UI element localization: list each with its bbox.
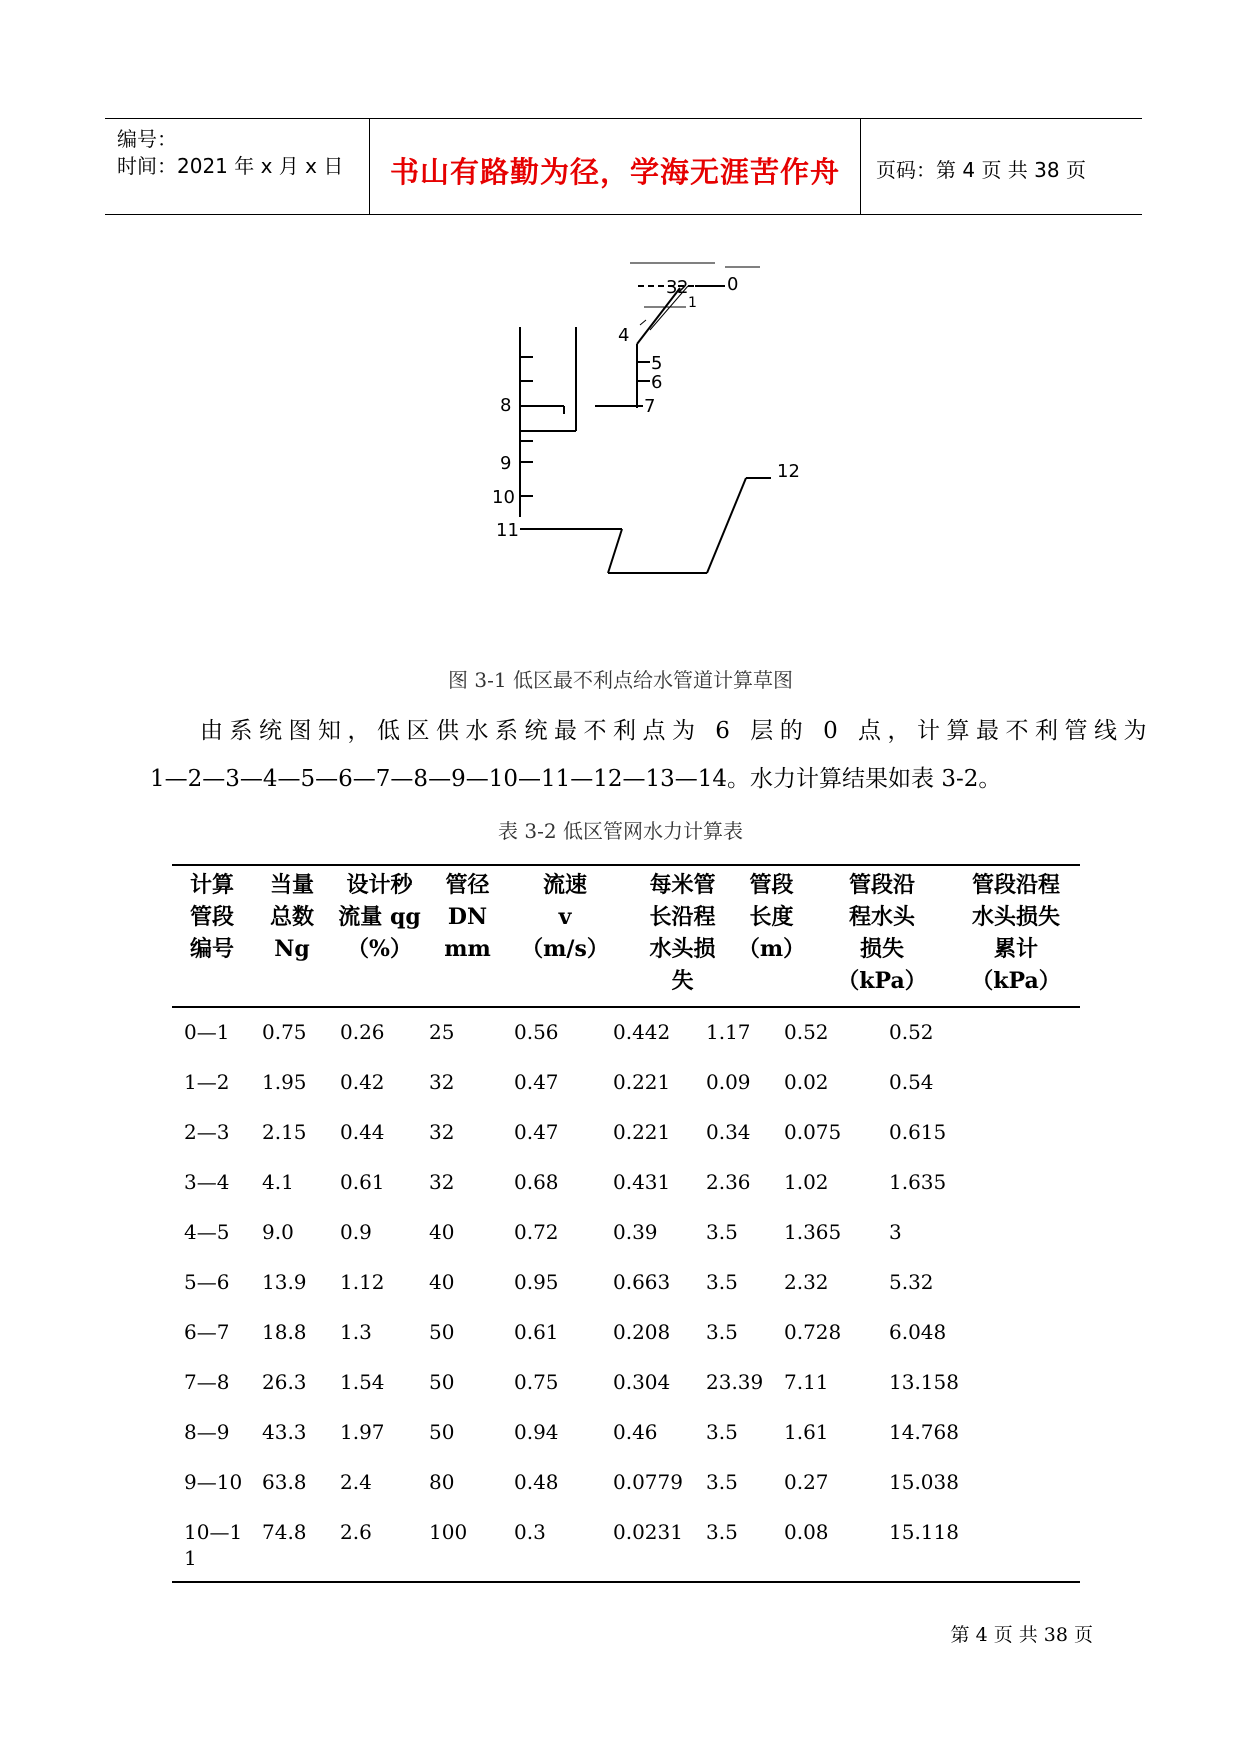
table-cell: 3 (889, 1220, 902, 1244)
table-cell: 1.02 (784, 1170, 829, 1194)
table-cell: 80 (429, 1470, 455, 1494)
annotation-line (640, 320, 646, 325)
table-cell: 0.26 (340, 1020, 385, 1044)
table-header-cell: 管段沿 程水头 损失 （kPa） (837, 872, 927, 994)
page-header (105, 118, 1142, 215)
table-cell: 63.8 (262, 1470, 307, 1494)
table-header-cell: 当量 总数 Ng (269, 872, 314, 962)
node-label-2: 2 (677, 277, 689, 298)
table-cell: 0.34 (706, 1120, 751, 1144)
table-cell: 2.6 (340, 1520, 372, 1544)
table-cell: 32 (429, 1170, 455, 1194)
table-row (172, 1419, 1080, 1469)
node-label-3: 3 (666, 277, 678, 298)
table-cell: 3.5 (706, 1220, 738, 1244)
page-footer (0, 1620, 1241, 1647)
table-cell: 50 (429, 1320, 455, 1344)
table-cell: 2—3 (184, 1120, 230, 1144)
table-cell: 0.95 (514, 1270, 559, 1294)
table-header-cell: 管段 长度 （m） (737, 872, 806, 962)
body-paragraph-line1: 由系统图知，低区供水系统最不利点为 6 层的 0 点，计算最不利管线为 (200, 718, 1154, 744)
footer-page-number: 第 4 页 共 38 页 (950, 1624, 1093, 1646)
table-cell: 2.36 (706, 1170, 751, 1194)
node-label-11: 11 (496, 520, 519, 541)
header-page-cell (861, 119, 1141, 214)
table-cell: 1.3 (340, 1320, 372, 1344)
table-cell: 0.44 (340, 1120, 385, 1144)
table-cell: 4.1 (262, 1170, 294, 1194)
table-cell: 0.304 (613, 1370, 671, 1394)
table-cell: 1.97 (340, 1420, 385, 1444)
table-cell: 7—8 (184, 1370, 230, 1394)
header-meta (105, 119, 368, 214)
table-cell: 15.118 (889, 1520, 959, 1544)
table-cell: 50 (429, 1420, 455, 1444)
table-cell: 0.728 (784, 1320, 842, 1344)
table-cell: 40 (429, 1270, 455, 1294)
table-cell: 0.08 (784, 1520, 829, 1544)
table-cell: 32 (429, 1070, 455, 1094)
table-cell: 74.8 (262, 1520, 307, 1544)
table-cell: 0.75 (262, 1020, 307, 1044)
table-cell: 0.52 (784, 1020, 829, 1044)
table-header-cell: 设计秒 流量 qg （%） (338, 872, 421, 962)
table-cell: 23.39 (706, 1370, 764, 1394)
node-label-7: 7 (644, 396, 656, 417)
table-cell: 0.47 (514, 1070, 559, 1094)
table-cell: 0.47 (514, 1120, 559, 1144)
table-cell: 0.54 (889, 1070, 934, 1094)
table-cell: 8—9 (184, 1420, 230, 1444)
node-label-6: 6 (651, 372, 663, 393)
table-row (172, 1069, 1080, 1119)
table-cell: 5—6 (184, 1270, 230, 1294)
table-row (172, 1019, 1080, 1069)
table-cell: 0.431 (613, 1170, 671, 1194)
table-header-cell: 流速 v （m/s） (521, 872, 609, 962)
node-label-1: 1 (688, 295, 697, 311)
table-cell: 1.12 (340, 1270, 385, 1294)
table-cell: 13.158 (889, 1370, 959, 1394)
table-cell: 1.635 (889, 1170, 947, 1194)
node-label-5: 5 (651, 353, 663, 374)
table-cell: 0.075 (784, 1120, 842, 1144)
table-cell: 2.15 (262, 1120, 307, 1144)
table-cell: 0.9 (340, 1220, 372, 1244)
table-row (172, 1369, 1080, 1419)
table-row (172, 1169, 1080, 1219)
table-cell: 100 (429, 1520, 468, 1544)
pipe-diagram (480, 245, 840, 605)
table-cell: 10—1 1 (184, 1520, 243, 1570)
table-cell: 0.48 (514, 1470, 559, 1494)
node-label-4: 4 (618, 325, 630, 346)
table-cell: 0.39 (613, 1220, 658, 1244)
table-cell: 1—2 (184, 1070, 230, 1094)
pipe-rise (707, 478, 746, 573)
table-cell: 0.61 (514, 1320, 559, 1344)
table-cell: 13.9 (262, 1270, 307, 1294)
table-cell: 9—10 (184, 1470, 243, 1494)
table-cell: 0.46 (613, 1420, 658, 1444)
table-cell: 14.768 (889, 1420, 959, 1444)
header-motto-cell (369, 119, 861, 214)
table-header-cell: 每米管 长沿程 水头损 失 (649, 872, 716, 994)
table-cell: 0.42 (340, 1070, 385, 1094)
table-cell: 7.11 (784, 1370, 829, 1394)
body-paragraph-line2: 1—2—3—4—5—6—7—8—9—10—11—12—13—14。水力计算结果如表 3-2。 (150, 766, 1002, 792)
document-number: 编号： (117, 127, 177, 151)
table-cell: 0.75 (514, 1370, 559, 1394)
table-row (172, 1319, 1080, 1369)
table-cell: 32 (429, 1120, 455, 1144)
table-cell: 1.54 (340, 1370, 385, 1394)
table-row (172, 1219, 1080, 1269)
table-cell: 1.61 (784, 1420, 829, 1444)
table-cell: 4—5 (184, 1220, 230, 1244)
table-row (172, 1119, 1080, 1169)
table-row (172, 1469, 1080, 1519)
table-cell: 3.5 (706, 1420, 738, 1444)
table-cell: 2.32 (784, 1270, 829, 1294)
table-cell: 0.27 (784, 1470, 829, 1494)
table-cell: 0.221 (613, 1070, 671, 1094)
table-cell: 0.0231 (613, 1520, 683, 1544)
table-cell: 25 (429, 1020, 455, 1044)
table-cell: 3.5 (706, 1320, 738, 1344)
table-cell: 1.365 (784, 1220, 842, 1244)
table-cell: 0.663 (613, 1270, 671, 1294)
pipe-diagram-svg (480, 245, 840, 605)
table-cell: 3.5 (706, 1470, 738, 1494)
node-label-0: 0 (727, 274, 739, 295)
table-cell: 1.17 (706, 1020, 751, 1044)
table-cell: 0.56 (514, 1020, 559, 1044)
table-cell: 26.3 (262, 1370, 307, 1394)
table-cell: 6—7 (184, 1320, 230, 1344)
table-row (172, 1269, 1080, 1319)
table-caption: 表 3-2 低区管网水力计算表 (498, 819, 743, 843)
table-cell: 0.94 (514, 1420, 559, 1444)
table-cell: 0.208 (613, 1320, 671, 1344)
table-cell: 40 (429, 1220, 455, 1244)
node-label-12: 12 (777, 461, 800, 482)
table-cell: 0.0779 (613, 1470, 683, 1494)
table-cell: 9.0 (262, 1220, 294, 1244)
pipe-drop (608, 529, 622, 573)
table-cell: 15.038 (889, 1470, 959, 1494)
table-cell: 0.61 (340, 1170, 385, 1194)
table-header-cell: 管径 DN mm (444, 872, 491, 962)
node-label-8: 8 (500, 395, 512, 416)
table-row (172, 1519, 1080, 1569)
table-cell: 0.68 (514, 1170, 559, 1194)
table-cell: 2.4 (340, 1470, 372, 1494)
table-cell: 0.52 (889, 1020, 934, 1044)
table-cell: 6.048 (889, 1320, 947, 1344)
table-cell: 0.615 (889, 1120, 947, 1144)
table-cell: 0—1 (184, 1020, 230, 1044)
table-cell: 18.8 (262, 1320, 307, 1344)
table-bottom-rule (172, 1581, 1080, 1583)
table-cell: 0.09 (706, 1070, 751, 1094)
node-label-10: 10 (492, 487, 515, 508)
table-cell: 0.3 (514, 1520, 546, 1544)
table-cell: 1.95 (262, 1070, 307, 1094)
table-header-cell: 计算 管段 编号 (189, 872, 234, 962)
table-cell: 3.5 (706, 1270, 738, 1294)
table-cell: 50 (429, 1370, 455, 1394)
table-header-rule (172, 1006, 1080, 1008)
figure-caption: 图 3-1 低区最不利点给水管道计算草图 (448, 668, 793, 692)
node-label-9: 9 (500, 453, 512, 474)
header-motto: 书山有路勤为径，学海无涯苦作舟 (389, 155, 840, 189)
table-top-rule (172, 864, 1080, 866)
table-cell: 3.5 (706, 1520, 738, 1544)
header-page-number: 页码：第 4 页 共 38 页 (876, 158, 1086, 182)
table-cell: 5.32 (889, 1270, 934, 1294)
table-cell: 3—4 (184, 1170, 230, 1194)
table-cell: 0.02 (784, 1070, 829, 1094)
table-cell: 43.3 (262, 1420, 307, 1444)
table-cell: 0.72 (514, 1220, 559, 1244)
table-cell: 0.442 (613, 1020, 671, 1044)
table-cell: 0.221 (613, 1120, 671, 1144)
table-header-cell: 管段沿程 水头损失 累计 （kPa） (971, 872, 1061, 994)
document-date: 时间：2021 年 x 月 x 日 (117, 154, 344, 178)
